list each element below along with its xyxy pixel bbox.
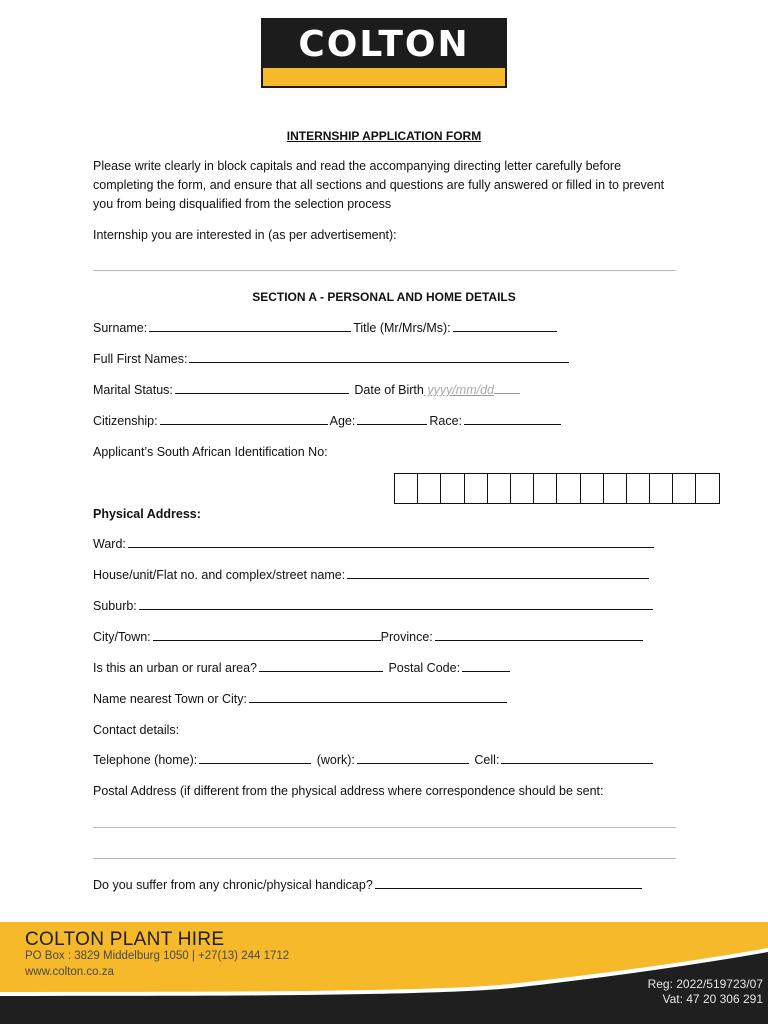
urban-row bbox=[93, 659, 512, 678]
marital-field[interactable] bbox=[175, 381, 349, 394]
dob-label: Date of Birth bbox=[354, 383, 424, 397]
house-label: House/unit/Flat no. and complex/street name: bbox=[93, 568, 346, 582]
logo-text: COLTON bbox=[263, 20, 505, 68]
intro-paragraph: Please write clearly in block capitals and read the accompanying directing letter carefully before completing the form, and ensure that all sections and questions are fully answered or filled in to prevent you from being disqualified from the selection process bbox=[93, 159, 665, 211]
id-digit-box[interactable] bbox=[603, 473, 627, 504]
id-digit-box[interactable] bbox=[649, 473, 673, 504]
ward-row bbox=[93, 535, 656, 554]
id-digit-box[interactable] bbox=[440, 473, 464, 504]
id-digit-box[interactable] bbox=[394, 473, 418, 504]
id-digit-box[interactable] bbox=[464, 473, 488, 504]
id-digit-box[interactable] bbox=[695, 473, 719, 504]
id-digit-box[interactable] bbox=[556, 473, 580, 504]
nearest-row bbox=[93, 690, 509, 709]
tel-home-field[interactable] bbox=[199, 751, 311, 764]
age-field[interactable] bbox=[357, 412, 427, 425]
province-field[interactable] bbox=[435, 628, 643, 641]
cell-field[interactable] bbox=[501, 751, 653, 764]
tel-home-label: Telephone (home): bbox=[93, 753, 198, 767]
suburb-label: Suburb: bbox=[93, 599, 137, 613]
house-field[interactable] bbox=[347, 566, 649, 579]
physical-address-heading: Physical Address: bbox=[93, 507, 201, 521]
first-names-row bbox=[93, 350, 571, 369]
surname-field[interactable] bbox=[149, 319, 351, 332]
footer-po-box: PO Box : 3829 Middelburg 1050 | +27(13) 244 1712 bbox=[25, 950, 290, 962]
first-names-label: Full First Names: bbox=[93, 352, 188, 366]
title-label: Title (Mr/Mrs/Ms): bbox=[353, 321, 451, 335]
title-field[interactable] bbox=[453, 319, 557, 332]
surname-row bbox=[93, 319, 559, 338]
footer-registration bbox=[648, 977, 763, 1007]
suburb-row bbox=[93, 597, 655, 616]
ward-label: Ward: bbox=[93, 537, 126, 551]
id-digit-box[interactable] bbox=[510, 473, 534, 504]
surname-label: Surname: bbox=[93, 321, 148, 335]
footer-vat-number: Vat: 47 20 306 291 bbox=[662, 992, 763, 1006]
city-label: City/Town: bbox=[93, 630, 151, 644]
city-field[interactable] bbox=[153, 628, 381, 641]
postal-address-line-2[interactable] bbox=[93, 858, 676, 859]
id-number-grid bbox=[394, 473, 719, 504]
id-digit-box[interactable] bbox=[533, 473, 557, 504]
dob-field-tail bbox=[494, 381, 520, 394]
logo-yellow-band bbox=[263, 68, 505, 88]
urban-label: Is this an urban or rural area? bbox=[93, 661, 257, 675]
internship-label: Internship you are interested in (as per advertisement): bbox=[93, 228, 397, 242]
handicap-label: Do you suffer from any chronic/physical handicap? bbox=[93, 878, 373, 892]
age-label: Age: bbox=[329, 414, 356, 428]
citizenship-field[interactable] bbox=[160, 412, 328, 425]
race-label: Race: bbox=[429, 414, 462, 428]
footer-reg-number: Reg: 2022/519723/07 bbox=[647, 977, 763, 991]
postal-address-label: Postal Address (if different from the physical address where correspondence should be sent: bbox=[93, 784, 604, 798]
cell-label: Cell: bbox=[474, 753, 500, 767]
handicap-field[interactable] bbox=[375, 876, 642, 889]
section-a-heading: SECTION A - PERSONAL AND HOME DETAILS bbox=[252, 290, 516, 304]
contact-details-label: Contact details: bbox=[93, 723, 180, 737]
id-digit-box[interactable] bbox=[626, 473, 650, 504]
id-digit-box[interactable] bbox=[417, 473, 441, 504]
form-title: INTERNSHIP APPLICATION FORM bbox=[286, 129, 482, 143]
postal-address-line-1[interactable] bbox=[93, 827, 676, 828]
first-names-field[interactable] bbox=[189, 350, 569, 363]
dob-field[interactable]: yyyy/mm/dd bbox=[423, 383, 495, 397]
marital-row bbox=[93, 381, 522, 400]
id-label: Applicant’s South African Identification No: bbox=[93, 445, 328, 459]
tel-work-label: (work): bbox=[316, 753, 355, 767]
race-field[interactable] bbox=[464, 412, 561, 425]
city-row bbox=[93, 628, 645, 647]
citizenship-label: Citizenship: bbox=[93, 414, 158, 428]
province-label: Province: bbox=[380, 630, 433, 644]
suburb-field[interactable] bbox=[139, 597, 653, 610]
citizenship-row bbox=[93, 412, 563, 431]
footer-website[interactable]: www.colton.co.za bbox=[25, 966, 114, 978]
marital-label: Marital Status: bbox=[93, 383, 173, 397]
footer-company: COLTON PLANT HIRE bbox=[25, 929, 225, 950]
nearest-label: Name nearest Town or City: bbox=[93, 692, 247, 706]
nearest-field[interactable] bbox=[249, 690, 507, 703]
urban-field[interactable] bbox=[259, 659, 383, 672]
tel-work-field[interactable] bbox=[357, 751, 469, 764]
id-digit-box[interactable] bbox=[487, 473, 511, 504]
house-row bbox=[93, 566, 651, 585]
postal-code-field[interactable] bbox=[462, 659, 510, 672]
postal-code-label: Postal Code: bbox=[388, 661, 461, 675]
ward-field[interactable] bbox=[128, 535, 654, 548]
id-digit-box[interactable] bbox=[580, 473, 604, 504]
telephone-row bbox=[93, 751, 655, 770]
handicap-row bbox=[93, 876, 644, 895]
colton-logo bbox=[261, 18, 507, 88]
id-digit-box[interactable] bbox=[672, 473, 696, 504]
internship-input-line[interactable] bbox=[93, 270, 676, 271]
